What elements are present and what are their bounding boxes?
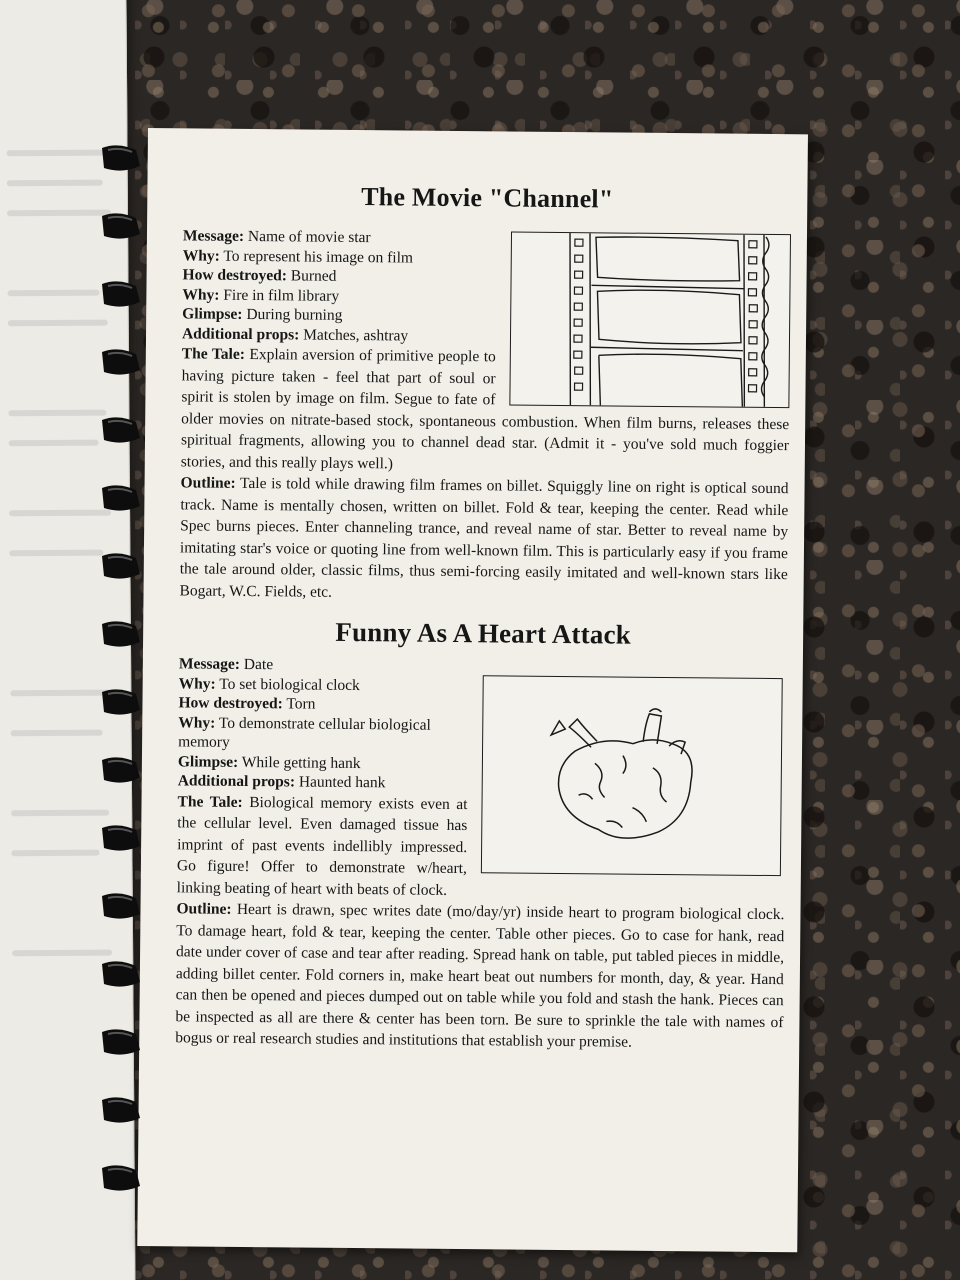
binding-coil	[96, 822, 144, 856]
section-title-movie-channel: The Movie "Channel"	[361, 182, 614, 214]
fact-glimpse: Glimpse: While getting hank	[177, 752, 361, 772]
section-heart-attack	[175, 654, 787, 1054]
fact-message: Message: Date	[178, 655, 274, 674]
fact-why: Why: To represent his image on film	[182, 246, 414, 267]
movie-channel-tale: The Tale: Explain aversion of primitive people to having picture taken - feel that part of soul or spirit is stolen by image on film. Segue to fate of older movies on nitrate-based stock, spontaneous combustion. When film burns, releases these spiritual fragments, allowing you to channel dead star. (Admit it - you've sold much foggier stories, and this really plays well.)	[180, 345, 790, 472]
fact-how-destroyed: How destroyed: Burned	[182, 266, 337, 285]
binding-coil	[96, 414, 144, 448]
binding-coil	[96, 686, 144, 720]
heart-drawing	[482, 676, 782, 875]
sprocket-holes	[574, 239, 758, 392]
fact-why: Why: To demonstrate cellular biological memory	[178, 713, 431, 751]
heart-attack-tale: The Tale: Biological memory exists even at the cellular level. Even damaged tissue has imprint of past events indellibly impressed. Go figure! Offer to demonstrate w/heart, linking beating of heart with beats of clock.	[176, 792, 468, 899]
fact-how-destroyed: How destroyed: Torn	[178, 694, 316, 713]
binding-coil	[96, 346, 144, 380]
fact-additional-props: Additional props: Haunted hank	[177, 772, 386, 792]
heart-illustration	[481, 675, 783, 876]
fact-why: Why: To set biological clock	[178, 674, 360, 694]
fact-additional-props: Additional props: Matches, ashtray	[181, 324, 409, 345]
binding-coil	[96, 754, 144, 788]
binding-coil	[96, 890, 144, 924]
book-page	[137, 128, 808, 1252]
page-content	[175, 180, 791, 1054]
section-title-heart-attack: Funny As A Heart Attack	[335, 616, 632, 650]
film-strip-drawing	[510, 232, 790, 407]
binding-coil	[96, 142, 144, 176]
binding-coil	[96, 1026, 144, 1060]
film-strip-illustration	[509, 231, 791, 408]
heart-icon	[550, 708, 692, 839]
binding-coil	[96, 278, 144, 312]
section-movie-channel	[179, 226, 791, 607]
binding-coil	[96, 482, 144, 516]
binding-coil	[96, 958, 144, 992]
fact-message: Message: Name of movie star	[182, 227, 371, 247]
fact-glimpse: Glimpse: During burning	[182, 305, 343, 324]
movie-channel-outline: Outline: Tale is told while drawing film frames on billet. Squiggly line on right is optical sound track. Name is mentally chosen, written on billet. Fold & tear, keeping the center. Read while Spec burns pieces. Enter channeling trance, and reveal name of star. Better to reveal name by imitating star's voice or quoting line from well-known film. This is particularly easy if you frame the tale around older, classic films, thus semi-forcing easily imitated and well-known stars like Bogart, W.C. Fields, etc.	[179, 474, 789, 601]
heart-attack-outline: Outline: Heart is drawn, spec writes date (mo/day/yr) inside heart to program biological clock. To damage heart, fold & tear, keeping the center. Table other pieces. Go to case for hank, read date under cover of case and tear after reading. Spread hank on table, put tabled pieces in middle, adding billet center. Fold corners in, make heart beat out numbers for month, day, & year. Hand can then be opened and pieces dumped out on table while you fold and stash the hank. Pieces can be inspected as all are there & center has been torn. Be sure to sprinkle the tale with names of bogus or real research studies and institutions that establish your premise.	[175, 900, 785, 1051]
binding-coil	[96, 210, 144, 244]
binding-coil	[96, 618, 144, 652]
binding-coil	[96, 1162, 144, 1196]
fact-why: Why: Fire in film library	[182, 285, 340, 305]
binding-coil	[96, 1094, 144, 1128]
binding-coil	[96, 550, 144, 584]
